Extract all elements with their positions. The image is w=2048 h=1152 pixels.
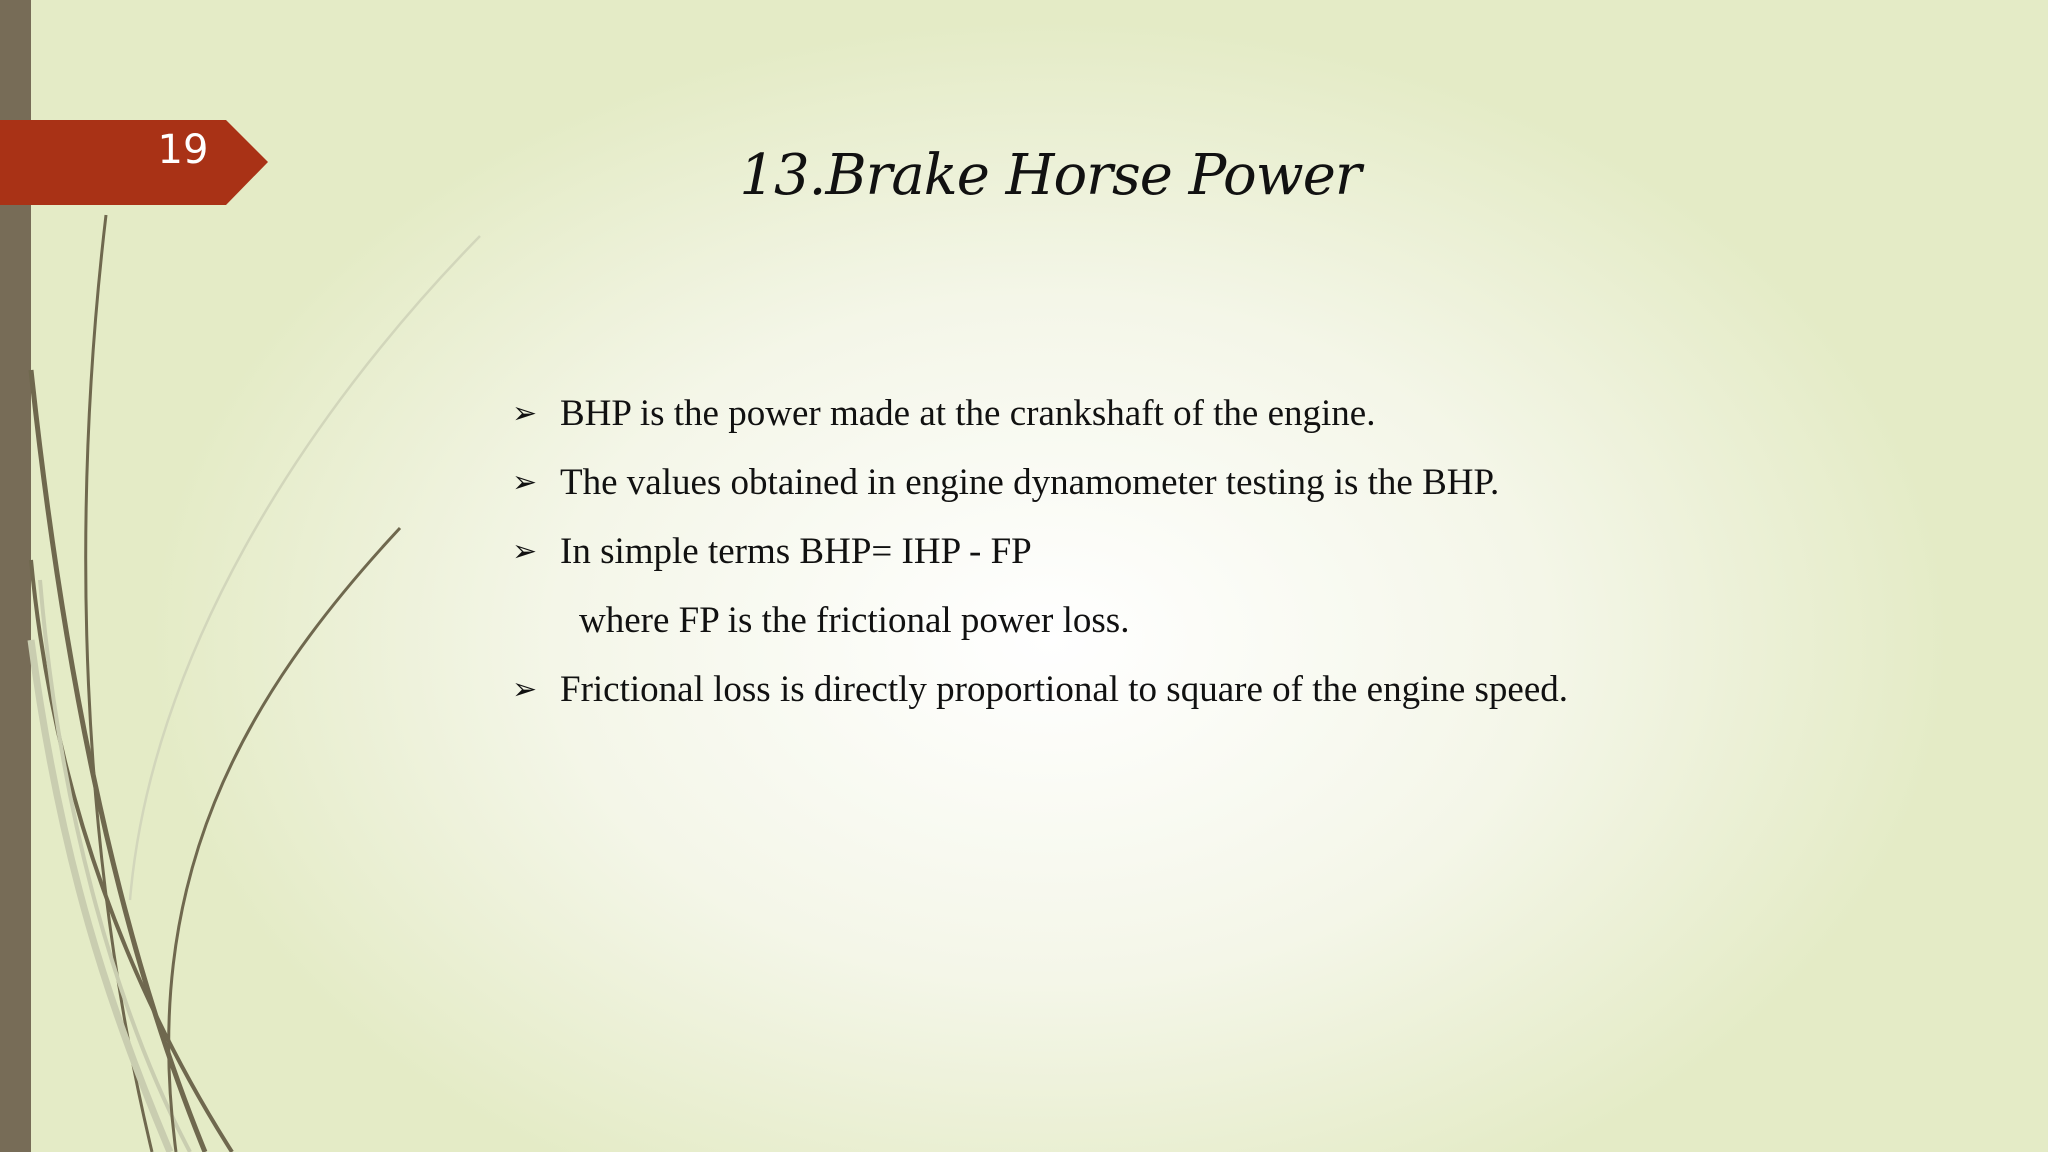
arrowhead-bullet-icon: ➢ <box>512 396 538 431</box>
bullet-text: In simple terms BHP= IHP - FP <box>560 531 1032 572</box>
slide-title: 13.Brake Horse Power <box>739 143 1361 208</box>
bullet-point <box>512 379 1572 448</box>
bullet-text: The values obtained in engine dynamometer testing is the BHP. <box>560 462 1500 503</box>
arrowhead-bullet-icon: ➢ <box>512 672 538 707</box>
bullet-list <box>512 379 1572 724</box>
bullet-text: where FP is the frictional power loss. <box>579 600 1130 641</box>
bullet-point <box>512 448 1572 517</box>
bullet-point <box>512 655 1572 724</box>
bullet-text: Frictional loss is directly proportional to square of the engine speed. <box>560 669 1569 710</box>
bullet-text: BHP is the power made at the crankshaft of the engine. <box>560 393 1376 434</box>
bullet-continuation <box>512 586 1572 655</box>
arrowhead-bullet-icon: ➢ <box>512 465 538 500</box>
arrowhead-bullet-icon: ➢ <box>512 534 538 569</box>
bullet-point <box>512 517 1572 586</box>
page-number: 19 <box>157 127 209 173</box>
